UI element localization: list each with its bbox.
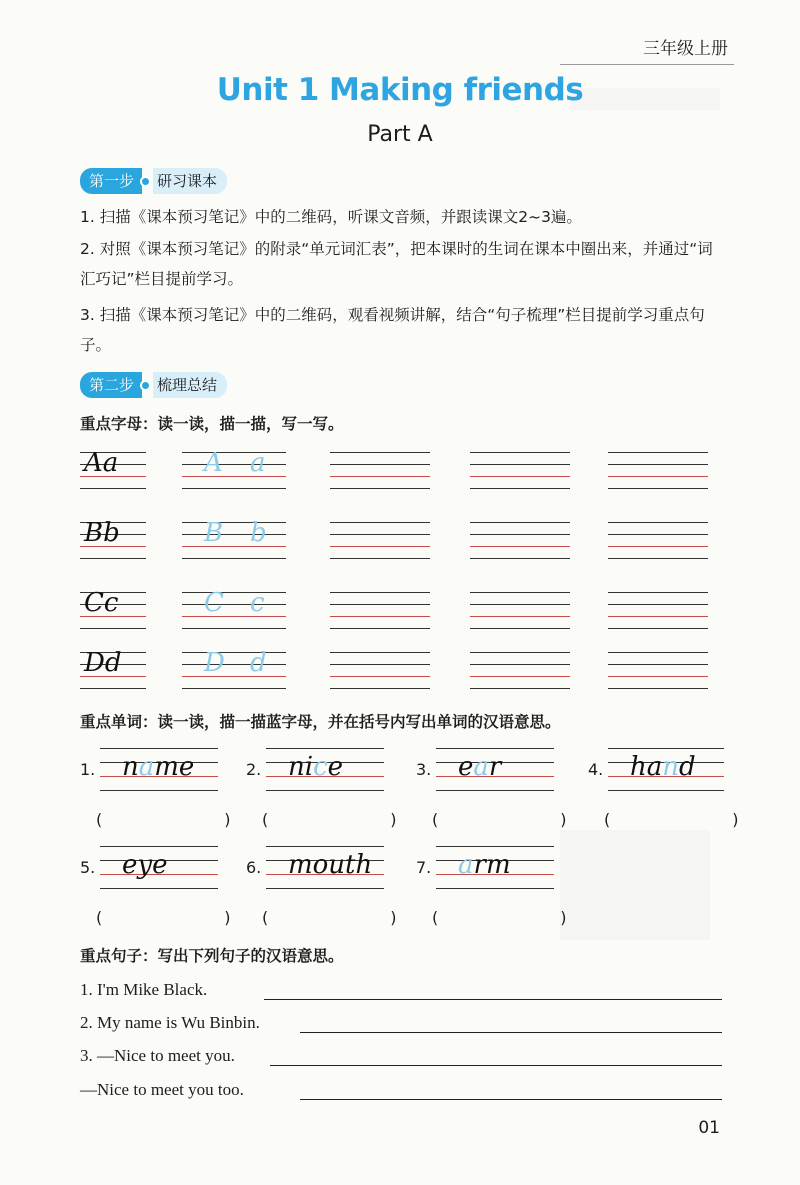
grid-line xyxy=(100,790,218,791)
grid-line xyxy=(80,488,146,489)
word-number: 3. xyxy=(416,760,432,779)
trace-upper-letter: A xyxy=(204,448,223,478)
grid-line xyxy=(266,790,384,791)
grid-line xyxy=(608,616,708,617)
grid-line xyxy=(330,452,430,453)
grid-line xyxy=(608,748,724,749)
meaning-parentheses[interactable]: ( ) xyxy=(96,810,231,829)
grid-line xyxy=(80,688,146,689)
example-letters: Bb xyxy=(84,518,120,548)
grid-line xyxy=(470,664,570,665)
trace-upper-letter: B xyxy=(204,518,224,548)
grid-line xyxy=(470,488,570,489)
grid-line xyxy=(330,652,430,653)
writing-grid xyxy=(608,522,708,558)
writing-grid xyxy=(330,522,430,558)
writing-grid xyxy=(470,652,570,688)
meaning-parentheses[interactable]: ( ) xyxy=(96,908,231,927)
example-letters: Aa xyxy=(84,448,119,478)
grid-line xyxy=(182,476,286,477)
meaning-parentheses[interactable]: ( ) xyxy=(604,810,739,829)
word-trace xyxy=(458,850,511,880)
step1-label: 研习课本 xyxy=(153,168,227,194)
sentence-text: 3. —Nice to meet you. xyxy=(80,1046,235,1065)
meaning-parentheses[interactable]: ( ) xyxy=(432,810,567,829)
grid-line xyxy=(470,546,570,547)
grid-line xyxy=(182,628,286,629)
grid-line xyxy=(182,652,286,653)
grid-line xyxy=(330,676,430,677)
step1-item-1: 1. 扫描《课本预习笔记》中的二维码，听课文音频，并跟读课文2~3遍。 xyxy=(80,208,582,226)
grid-line xyxy=(608,534,708,535)
grid-line xyxy=(608,546,708,547)
word-number: 1. xyxy=(80,760,96,779)
meaning-parentheses[interactable]: ( ) xyxy=(262,908,397,927)
grid-line xyxy=(470,604,570,605)
grid-line xyxy=(608,604,708,605)
writing-grid xyxy=(470,452,570,488)
word-trace xyxy=(122,752,194,782)
header-rule xyxy=(560,64,734,65)
grid-line xyxy=(436,888,554,889)
grid-line xyxy=(608,628,708,629)
meaning-parentheses[interactable]: ( ) xyxy=(262,810,397,829)
grid-line xyxy=(436,790,554,791)
grid-line xyxy=(470,616,570,617)
writing-grid xyxy=(608,452,708,488)
grid-line xyxy=(470,464,570,465)
grid-line xyxy=(608,452,708,453)
writing-grid xyxy=(330,452,430,488)
grid-line xyxy=(182,534,286,535)
grid-line xyxy=(608,592,708,593)
word-part: d xyxy=(679,752,696,782)
writing-grid xyxy=(182,592,286,628)
grid-line xyxy=(608,664,708,665)
word-trace xyxy=(288,752,343,782)
sentence-text: 2. My name is Wu Binbin. xyxy=(80,1013,260,1032)
grid-line xyxy=(182,664,286,665)
trace-lower-letter: b xyxy=(250,518,267,548)
grid-line xyxy=(608,688,708,689)
writing-grid xyxy=(182,652,286,688)
grid-line xyxy=(608,488,708,489)
grid-line xyxy=(330,628,430,629)
word-trace xyxy=(458,752,501,782)
words-heading: 重点单词：读一读，描一描蓝字母，并在括号内写出单词的汉语意思。 xyxy=(80,713,561,731)
grid-line xyxy=(330,476,430,477)
grid-line xyxy=(182,452,286,453)
answer-line[interactable] xyxy=(300,1099,722,1100)
grid-line xyxy=(470,688,570,689)
grid-line xyxy=(266,748,384,749)
word-part: rm xyxy=(473,850,511,880)
grid-line xyxy=(330,616,430,617)
grid-line xyxy=(330,522,430,523)
grid-line xyxy=(608,522,708,523)
word-trace xyxy=(288,850,372,880)
grid-line xyxy=(330,546,430,547)
header-grade: 三年级上册 xyxy=(643,39,728,59)
grid-line xyxy=(330,534,430,535)
word-part: ha xyxy=(630,752,663,782)
step2-dot xyxy=(140,380,151,391)
grid-line xyxy=(80,628,146,629)
grid-line xyxy=(182,616,286,617)
grid-line xyxy=(608,676,708,677)
sentence-text: 1. I'm Mike Black. xyxy=(80,980,208,999)
word-part: r xyxy=(488,752,502,782)
grid-line xyxy=(470,592,570,593)
writing-grid xyxy=(182,452,286,488)
writing-grid xyxy=(470,592,570,628)
word-trace xyxy=(122,850,167,880)
step2-tag: 第二步 xyxy=(80,372,142,398)
grid-line xyxy=(182,676,286,677)
grid-line xyxy=(470,628,570,629)
step1-tag: 第一步 xyxy=(80,168,142,194)
word-number: 7. xyxy=(416,858,432,877)
writing-grid xyxy=(470,522,570,558)
grid-line xyxy=(182,558,286,559)
blue-letter: a xyxy=(458,850,474,880)
grid-line xyxy=(182,522,286,523)
answer-line[interactable] xyxy=(270,1065,722,1066)
writing-grid xyxy=(330,652,430,688)
meaning-parentheses[interactable]: ( ) xyxy=(432,908,567,927)
step1-dot xyxy=(140,176,151,187)
step2-label: 梳理总结 xyxy=(153,372,227,398)
part-title: Part A xyxy=(367,122,433,147)
grid-line xyxy=(608,464,708,465)
trace-lower-letter: d xyxy=(250,648,267,678)
grid-line xyxy=(470,558,570,559)
trace-lower-letter: c xyxy=(250,588,265,618)
sentence-text: —Nice to meet you too. xyxy=(80,1080,244,1099)
step1-item-2: 2. 对照《课本预习笔记》的附录“单元词汇表”，把本课时的生词在课本中圈出来，并通过“词汇巧记”栏目提前学习。 xyxy=(80,240,713,288)
word-part: n xyxy=(122,752,139,782)
grid-line xyxy=(436,748,554,749)
word-part: ni xyxy=(288,752,314,782)
grid-line xyxy=(100,888,218,889)
answer-line[interactable] xyxy=(264,999,722,1000)
grid-line xyxy=(182,488,286,489)
grid-line xyxy=(100,748,218,749)
trace-upper-letter: D xyxy=(204,648,225,678)
grid-line xyxy=(470,534,570,535)
grid-line xyxy=(182,464,286,465)
grid-line xyxy=(330,592,430,593)
grid-line xyxy=(330,464,430,465)
sentences-heading: 重点句子：写出下列句子的汉语意思。 xyxy=(80,947,344,965)
grid-line xyxy=(436,846,554,847)
bleed-through-mark xyxy=(560,830,710,940)
step2-badge xyxy=(80,372,227,398)
word-part: e xyxy=(458,752,474,782)
grid-line xyxy=(470,522,570,523)
grid-line xyxy=(182,688,286,689)
grid-line xyxy=(470,652,570,653)
grid-line xyxy=(182,604,286,605)
unit-title: Unit 1 Making friends xyxy=(216,72,584,108)
grid-line xyxy=(470,676,570,677)
writing-grid xyxy=(608,592,708,628)
blue-letter: a xyxy=(473,752,489,782)
grid-line xyxy=(100,846,218,847)
writing-grid xyxy=(608,652,708,688)
word-part: me xyxy=(154,752,195,782)
grid-line xyxy=(182,546,286,547)
grid-line xyxy=(608,476,708,477)
letters-heading: 重点字母：读一读，描一描，写一写。 xyxy=(80,415,344,433)
grid-line xyxy=(330,688,430,689)
grid-line xyxy=(330,604,430,605)
grid-line xyxy=(330,664,430,665)
grid-line xyxy=(80,558,146,559)
page-number: 01 xyxy=(698,1118,720,1138)
grid-line xyxy=(608,558,708,559)
word-part: mouth xyxy=(288,850,373,880)
word-number: 6. xyxy=(246,858,262,877)
writing-grid xyxy=(330,592,430,628)
grid-line xyxy=(266,846,384,847)
word-number: 5. xyxy=(80,858,96,877)
trace-lower-letter: a xyxy=(250,448,266,478)
word-number: 2. xyxy=(246,760,262,779)
grid-line xyxy=(608,652,708,653)
blue-letter: c xyxy=(313,752,328,782)
answer-line[interactable] xyxy=(300,1032,722,1033)
grid-line xyxy=(470,476,570,477)
grid-line xyxy=(330,488,430,489)
trace-upper-letter: C xyxy=(204,588,224,618)
word-number: 4. xyxy=(588,760,604,779)
step1-item-3: 3. 扫描《课本预习笔记》中的二维码，观看视频讲解，结合“句子梳理”栏目提前学习重点句子。 xyxy=(80,306,705,354)
grid-line xyxy=(182,592,286,593)
blue-letter: a xyxy=(138,752,155,782)
grid-line xyxy=(470,452,570,453)
grid-line xyxy=(608,790,724,791)
word-part: eye xyxy=(122,850,168,880)
word-part: e xyxy=(327,752,344,782)
step1-badge xyxy=(80,168,227,194)
grid-line xyxy=(266,888,384,889)
grid-line xyxy=(330,558,430,559)
example-letters: Cc xyxy=(84,588,119,618)
word-trace xyxy=(630,752,696,782)
example-letters: Dd xyxy=(84,648,122,678)
writing-grid xyxy=(182,522,286,558)
blue-letter: n xyxy=(662,752,679,782)
